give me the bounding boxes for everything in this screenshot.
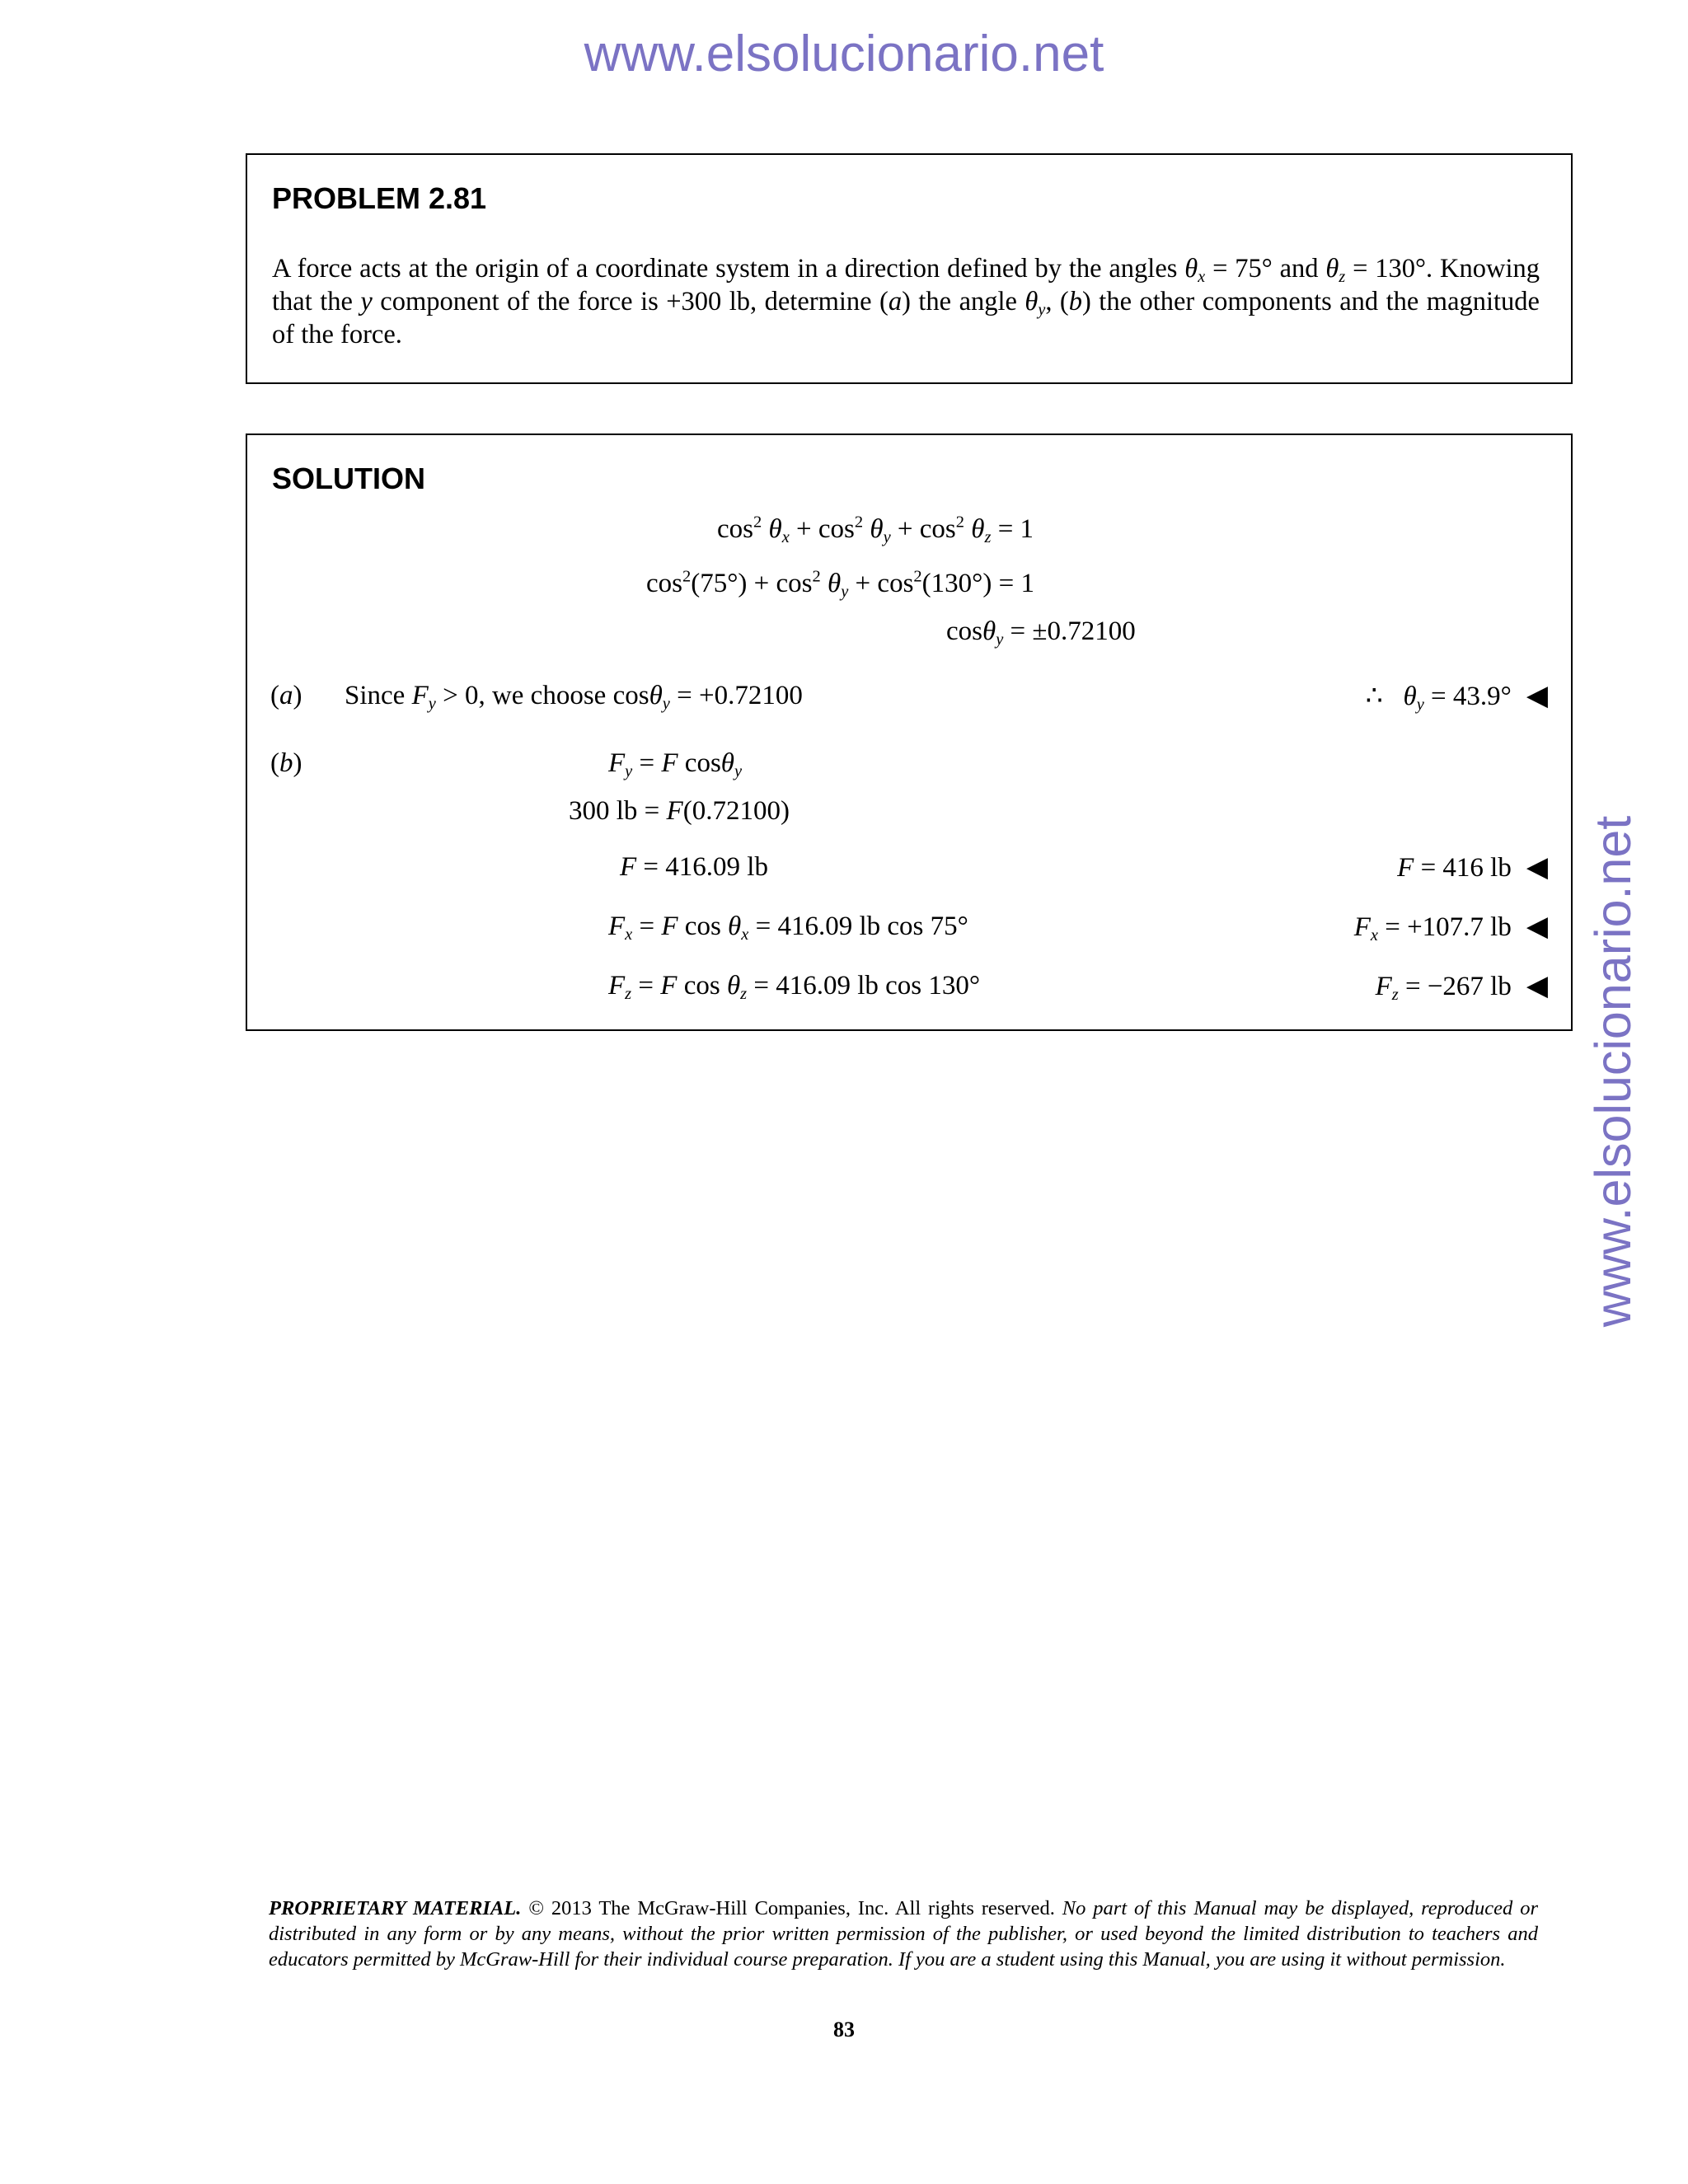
watermark-side: www.elsolucionario.net <box>1585 815 1641 1328</box>
part-a-answer: ∴ $\theta_y = 43.9^\circ$ ◀ <box>1365 679 1548 715</box>
answer-marker-icon: ◀ <box>1526 679 1548 712</box>
equation-cos-theta-y: cosθ$_y$ = ±0.72100 <box>946 616 1136 649</box>
equation-substituted: $\cos^2(75^\circ) + \cos^2 \theta_y + \cos^2(130^\circ) = 1$ <box>646 567 1034 602</box>
part-a-statement: Since $F_y > 0$, we choose cosθ$_y$ = +0.72100 <box>345 681 803 714</box>
equation-direction-cosines: $\cos^2 \theta_x + \cos^2 \theta_y + \cos^2 \theta_z = 1$ <box>717 513 1034 547</box>
problem-statement: A force acts at the origin of a coordinate system in a direction defined by the angles $\theta_x = 75^\circ$ and $\theta_z = 130^\circ$. Knowing that the y component of the force is +300 lb, determine (a) the angle $\theta_y$, (b) the other components and the magnitude of the force. <box>272 254 1540 349</box>
page-number: 83 <box>833 2018 855 2041</box>
part-b-line-5: $F_z = F$ $\cos \theta_z = 416.09$ lb cos 130° <box>608 971 981 1004</box>
problem-box <box>246 153 1573 384</box>
copyright-footer: PROPRIETARY MATERIAL. © 2013 The McGraw-Hill Companies, Inc. All rights reserved. No part of this Manual may be displayed, reproduced or distributed in any form or by any means, without the prior written permission of the publisher, or used beyond the limited distribution to teachers and educators permitted by McGraw-Hill for their individual course preparation. If you are a student using this Manual, you are using it without permission. <box>269 1897 1538 1971</box>
answer-marker-icon: ◀ <box>1526 851 1548 883</box>
problem-heading: PROBLEM 2.81 <box>272 181 487 215</box>
part-b-line-3: F = 416.09 lb <box>620 852 768 882</box>
part-b-answer-Fx: $F_x = +107.7$ lb ◀ <box>1353 910 1548 945</box>
part-b-line-2: 300 lb = F(0.72100) <box>569 796 790 826</box>
part-b-answer-Fz: $F_z = -267$ lb ◀ <box>1375 969 1548 1005</box>
part-b-answer-F: F = 416 lb ◀ <box>1397 851 1548 883</box>
solution-box <box>246 434 1573 1031</box>
solution-heading: SOLUTION <box>272 462 425 495</box>
part-b-line-1: $F_y = F$ cosθ$_y$ <box>608 748 743 781</box>
part-b-line-4: $F_x = F$ $\cos \theta_x = 416.09$ lb cos 75° <box>608 912 968 944</box>
part-b-label: (b) <box>270 748 302 778</box>
answer-marker-icon: ◀ <box>1526 910 1548 943</box>
part-a-label: (a) <box>270 681 302 710</box>
watermark-top: www.elsolucionario.net <box>584 26 1104 82</box>
answer-marker-icon: ◀ <box>1526 969 1548 1002</box>
